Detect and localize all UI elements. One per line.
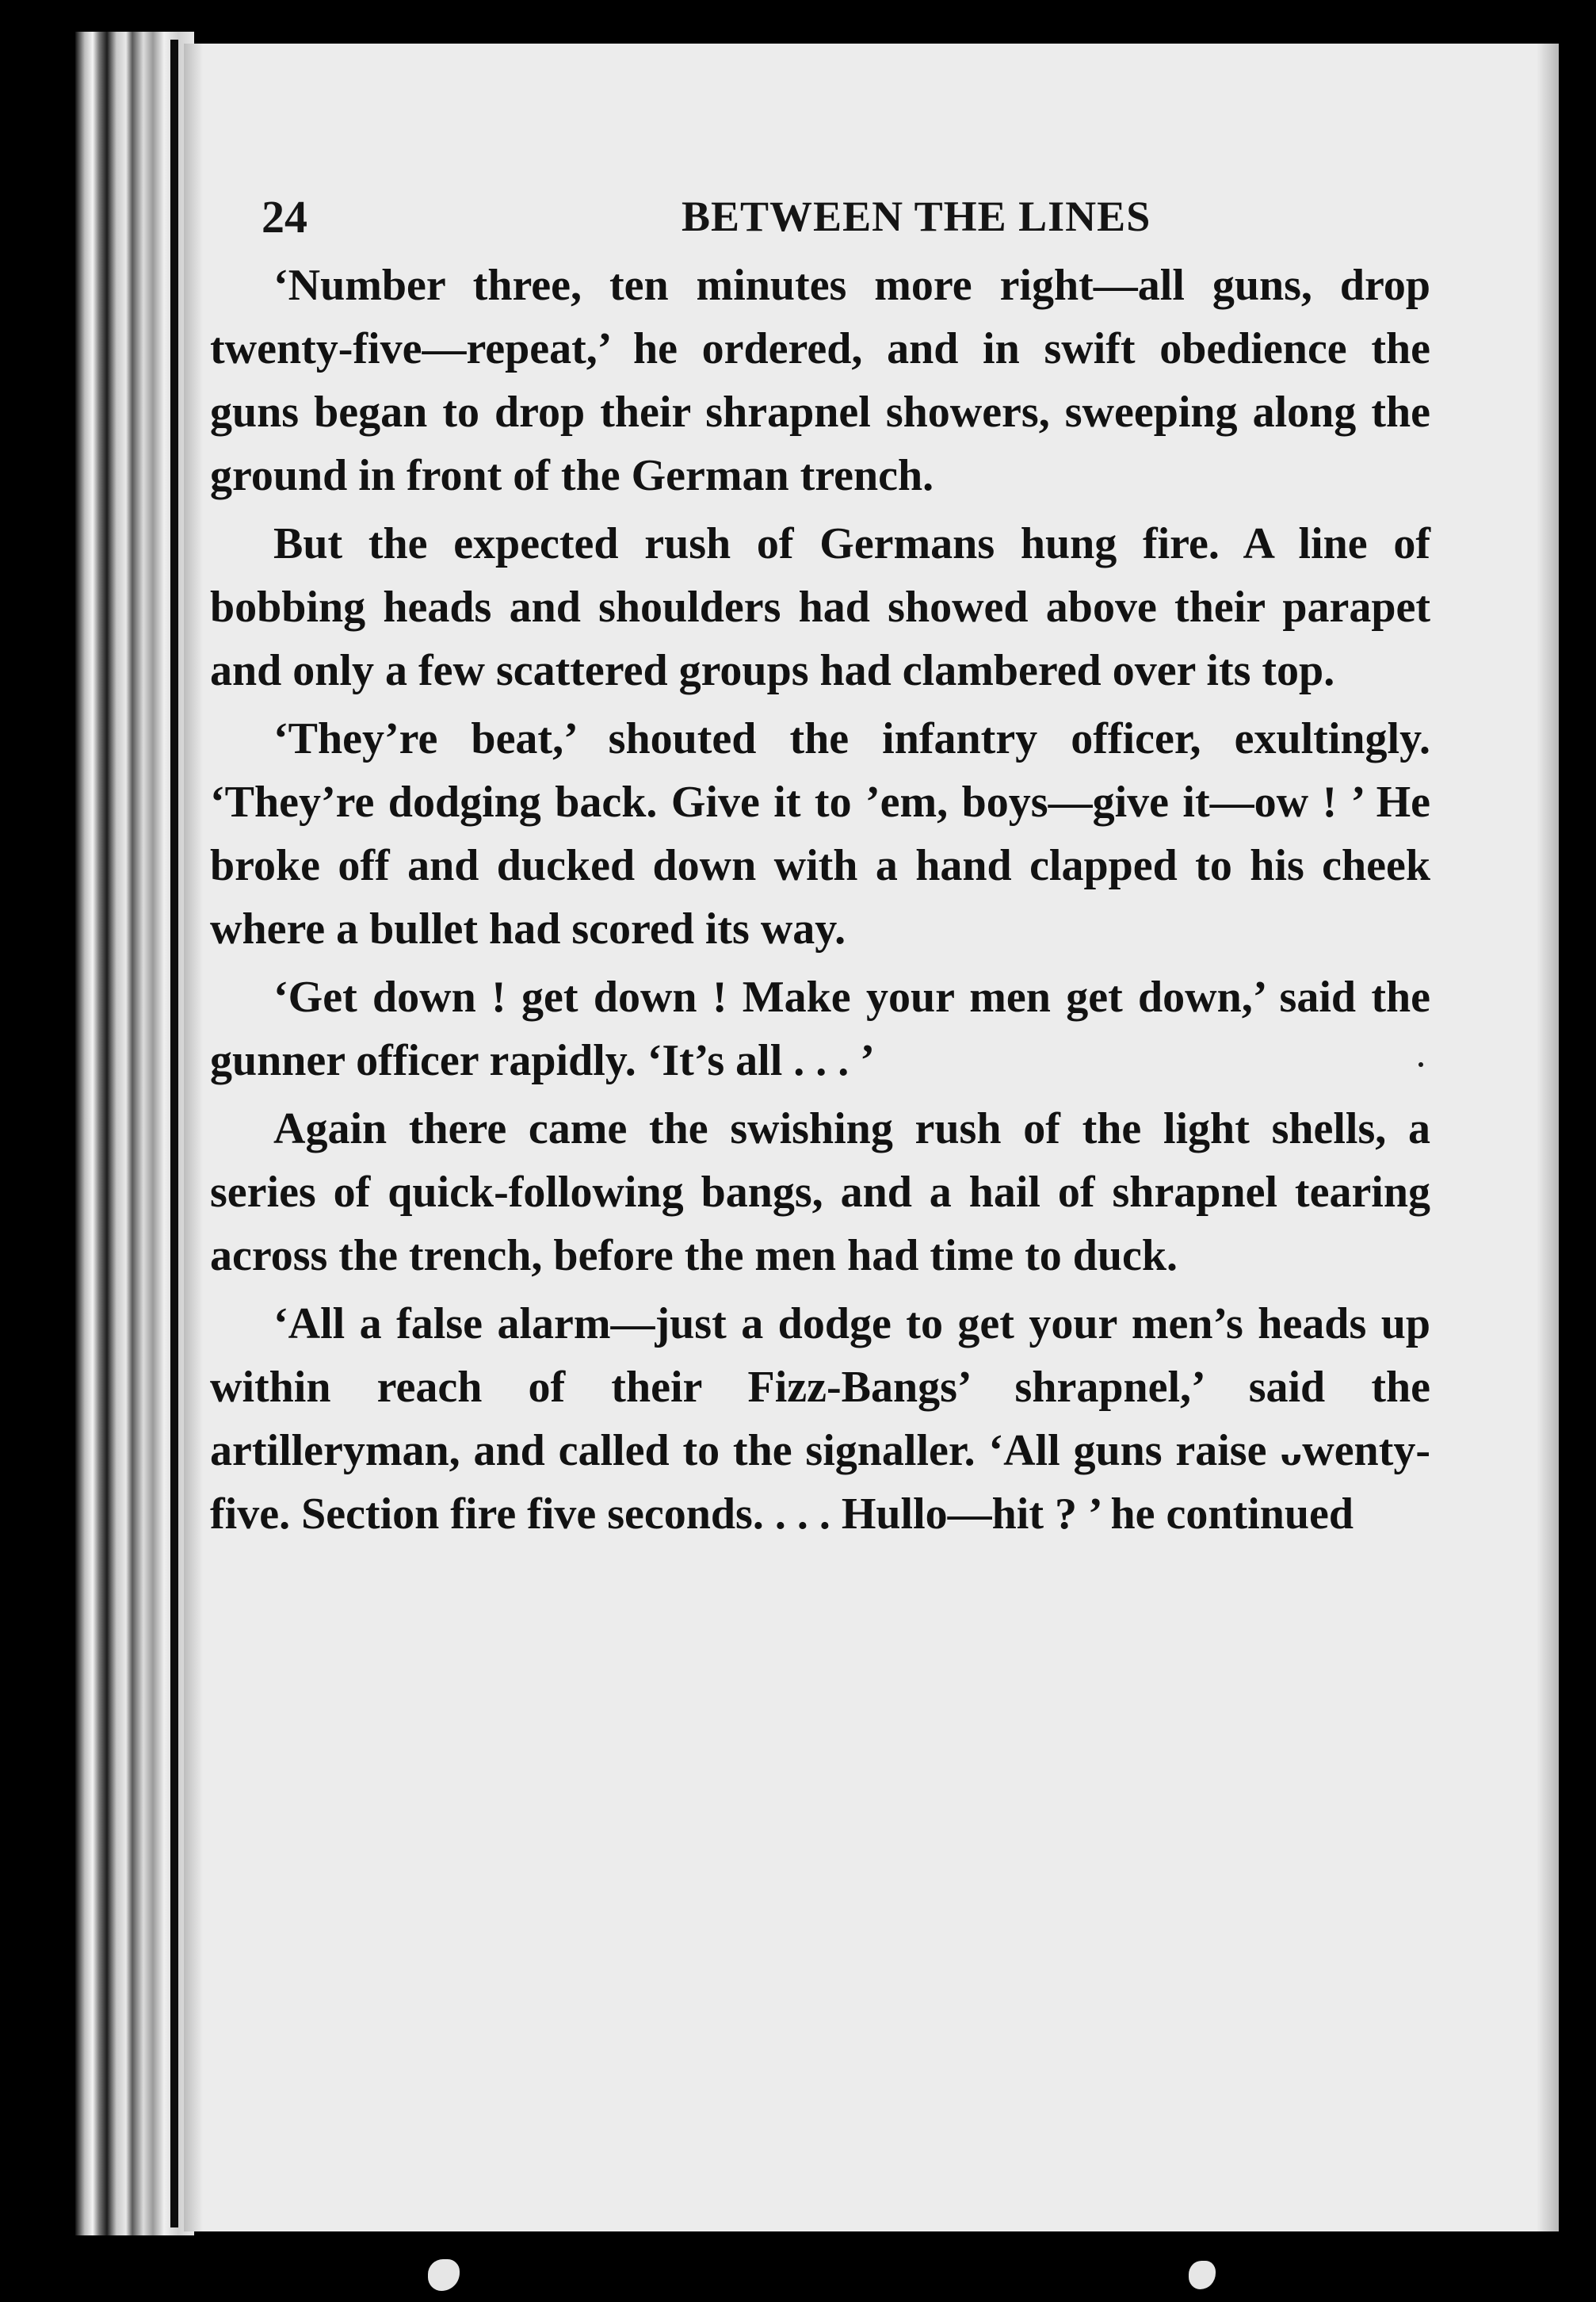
paragraph: ‘Get down ! get down ! Make your men get down,’ said the gunner officer rapidly. ‘It’s all . . . ’ (210, 973, 1430, 1085)
page-number: 24 (262, 191, 307, 243)
scan-speck (1418, 1062, 1423, 1067)
gutter-shade (184, 44, 203, 2231)
scan-blot (1189, 2261, 1216, 2289)
paragraph: Again there came the swishing rush of the light shells, a series of quick-following bangs, and a hail of shrapnel tearing across the trench, before the men had time to duck. (210, 1104, 1430, 1280)
paragraph: ‘Number three, ten minutes more right—all guns, drop twenty-five—repeat,’ he ordered, and in swift obedience the guns began to drop their shrapnel showers, sweeping along the ground in front of the German trench. (210, 261, 1430, 500)
scan-blot (428, 2259, 460, 2291)
paragraph: ‘They’re beat,’ shouted the infantry officer, exultingly. ‘They’re dodging back. Give it to ’em, boys—give it—ow ! ’ He broke off and ducked down with a hand clapped to his cheek where a bullet had scored its way. (210, 714, 1430, 954)
page-edge (1537, 44, 1559, 2231)
running-head (262, 166, 1212, 254)
book-title: BETWEEN THE LINES (682, 193, 1151, 240)
spine-edge (170, 40, 178, 2227)
body-text (210, 254, 1430, 1551)
paragraph: But the expected rush of Germans hung fire. A line of bobbing heads and shoulders had showed above their parapet and only a few scattered groups had clambered over its top. (210, 519, 1430, 695)
paragraph: ‘All a false alarm—just a dodge to get your men’s heads up within reach of their Fizz-Bangs’ shrapnel,’ said the artilleryman, and called to the signaller. ‘All guns raise ᴗwenty-five. Section fire five seconds. . . . Hullo—hit ? ’ he continued (210, 1299, 1430, 1539)
